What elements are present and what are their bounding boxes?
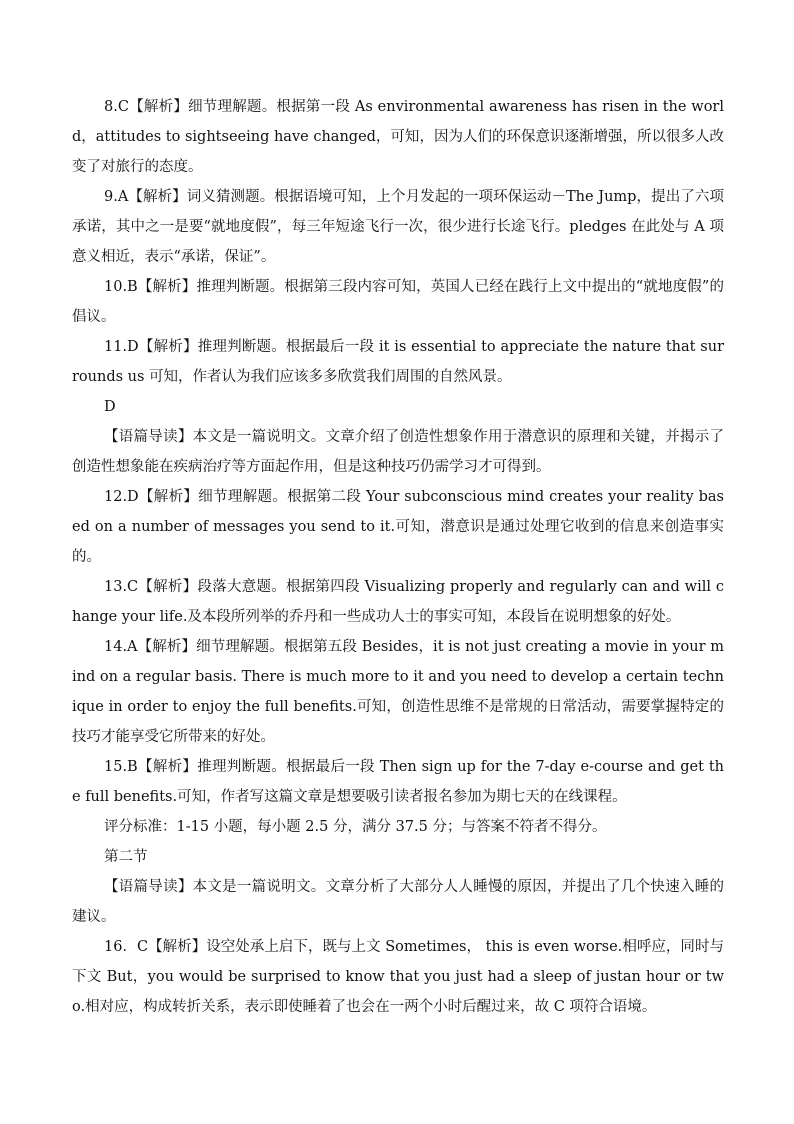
answer-12: 12.D【解析】细节理解题。根据第二段 Your subconscious mind creates your reality based on a number of messages you send to it.可知，潜意识是通过处理它收到的信息来创造事实的。 xyxy=(72,489,724,565)
passage-guide-part-two: 【语篇导读】本文是一篇说明文。文章分析了大部分人人睡慢的原因，并提出了几个快速入睡的建议。 xyxy=(72,879,724,925)
passage-guide-d: 【语篇导读】本文是一篇说明文。文章介绍了创造性想象作用于潜意识的原理和关键，并揭示了创造性想象能在疾病治疗等方面起作用，但是这种技巧仍需学习才可得到。 xyxy=(72,429,724,475)
answer-11: 11.D【解析】推理判断题。根据最后一段 it is essential to appreciate the nature that surrounds us 可知，作者认为我们应该多多欣赏我们周围的自然风景。 xyxy=(72,339,724,385)
answer-15: 15.B【解析】推理判断题。根据最后一段 Then sign up for the 7-day e-course and get the full benefits.可知，作者写这篇文章是想要吸引读者报名参加为期七天的在线课程。 xyxy=(72,759,724,805)
section-heading-part-two: 第二节 xyxy=(104,849,148,865)
answer-14: 14.A【解析】细节理解题。根据第五段 Besides，it is not just creating a movie in your mind on a regular basis. There is much more to it and you need to develop a certain technique in order to enjoy the full benefits.可知，创造性思维不是常规的日常活动，需要掌握特定的技巧才能享受它所带来的好处。 xyxy=(72,639,724,745)
answer-16: 16．C【解析】设空处承上启下，既与上文 Sometimes， this is even worse.相呼应，同时与下文 But，you would be surprised to know that you just had a sleep of justan hour or two.相对应，构成转折关系，表示即使睡着了也会在一两个小时后醒过来，故 C 项符合语境。 xyxy=(72,939,724,1015)
answer-8: 8.C【解析】细节理解题。根据第一段 As environmental awareness has risen in the world，attitudes to sightseeing have changed，可知，因为人们的环保意识逐渐增强，所以很多人改变了对旅行的态度。 xyxy=(72,99,724,175)
answer-9: 9.A【解析】词义猜测题。根据语境可知，上个月发起的一项环保运动－The Jump，提出了六项承诺，其中之一是要“就地度假”，每三年短途飞行一次，很少进行长途飞行。pledges 在此处与 A 项意义相近，表示“承诺，保证”。 xyxy=(72,189,724,265)
section-label-d: D xyxy=(104,399,116,415)
answer-10: 10.B【解析】推理判断题。根据第三段内容可知，英国人已经在践行上文中提出的“就地度假”的倡议。 xyxy=(72,279,724,325)
answer-13: 13.C【解析】段落大意题。根据第四段 Visualizing properly and regularly can and will change your life.及本段所列举的乔丹和一些成功人士的事实可知，本段旨在说明想象的好处。 xyxy=(72,579,724,625)
scoring-criteria: 评分标准：1-15 小题，每小题 2.5 分，满分 37.5 分；与答案不符者不得分。 xyxy=(104,819,607,835)
